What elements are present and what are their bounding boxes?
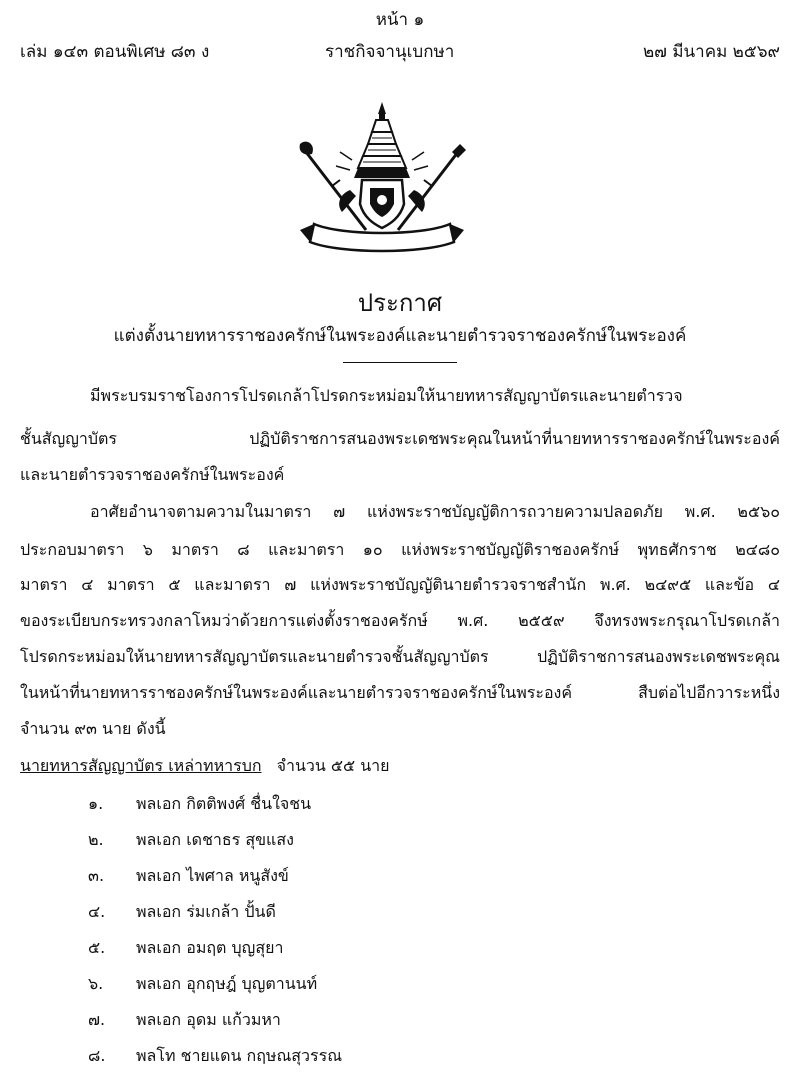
list-item xyxy=(88,1044,342,1069)
list-item-number: ๒. xyxy=(88,830,104,849)
list-item-name: พลเอก อุกฤษฎ์ บุญตานนท์ xyxy=(136,974,318,993)
paragraph-1-line-2: ชั้นสัญญาบัตร ปฏิบัติราชการสนองพระเดชพระคุณในหน้าที่นายทหารราชองครักษ์ในพระองค์ xyxy=(20,429,780,448)
list-item xyxy=(88,864,289,889)
paragraph-2-line-7: จำนวน ๙๓ นาย ดังนี้ xyxy=(20,719,166,738)
paragraph-1-line-1: มีพระบรมราชโองการโปรดเกล้าโปรดกระหม่อมให้นายทหารสัญญาบัตรและนายตำรวจ xyxy=(90,386,683,405)
paragraph-2-line-1: อาศัยอำนาจตามความในมาตรา ๗ แห่งพระราชบัญญัติการถวายความปลอดภัย พ.ศ. ๒๕๖๐ xyxy=(90,502,780,521)
list-item xyxy=(88,936,283,961)
list-item-number: ๔. xyxy=(88,902,106,921)
paragraph-2-line-3: มาตรา ๔ มาตรา ๕ และมาตรา ๗ แห่งพระราชบัญญัตินายตำรวจราชสำนัก พ.ศ. ๒๔๙๕ และข้อ ๔ xyxy=(20,575,780,594)
paragraph-2-line-4: ของระเบียบกระทรวงกลาโหมว่าด้วยการแต่งตั้งราชองครักษ์ พ.ศ. ๒๕๕๙ จึงทรงพระกรุณาโปรดเกล้า xyxy=(20,611,780,630)
list-item-name: พลเอก ไพศาล หนูสังข์ xyxy=(136,866,289,885)
volume-issue: เล่ม ๑๔๓ ตอนพิเศษ ๘๓ ง xyxy=(20,42,210,62)
paragraph-2-line-2: ประกอบมาตรา ๖ มาตรา ๘ และมาตรา ๑๐ แห่งพระราชบัญญัติราชองครักษ์ พุทธศักราช ๒๔๘๐ xyxy=(20,540,780,559)
list-item-number: ๘. xyxy=(88,1046,106,1065)
publication-date: ๒๗ มีนาคม ๒๕๖๙ xyxy=(642,42,780,62)
list-item-number: ๑. xyxy=(88,794,104,813)
paragraph-1-line-3: และนายตำรวจราชองครักษ์ในพระองค์ xyxy=(20,465,285,484)
list-item-name: พลเอก ร่มเกล้า ปั้นดี xyxy=(136,902,276,921)
list-item xyxy=(88,972,317,997)
list-item-name: พลโท ชายแดน กฤษณสุวรรณ xyxy=(136,1046,343,1065)
list-item-number: ๗. xyxy=(88,1010,106,1029)
document-subtitle: แต่งตั้งนายทหารราชองครักษ์ในพระองค์และนายตำรวจราชองครักษ์ในพระองค์ xyxy=(113,326,687,346)
paragraph-2-line-6: ในหน้าที่นายทหารราชองครักษ์ในพระองค์และนายตำรวจราชองครักษ์ในพระองค์ สืบต่อไปอีกวาระหนึ่ง xyxy=(20,683,780,702)
document-title: ประกาศ xyxy=(357,289,443,317)
section-count: จำนวน ๕๕ นาย xyxy=(276,756,390,775)
list-item-name: พลเอก อุดม แก้วมหา xyxy=(136,1010,281,1029)
list-item xyxy=(88,900,276,925)
list-item xyxy=(88,828,294,853)
list-item-name: พลเอก เดชาธร สุขแสง xyxy=(136,830,294,849)
paragraph-2-line-5: โปรดกระหม่อมให้นายทหารสัญญาบัตรและนายตำรวจชั้นสัญญาบัตร ปฏิบัติราชการสนองพระเดชพระคุณ xyxy=(20,647,780,666)
section-title: นายทหารสัญญาบัตร เหล่าทหารบก xyxy=(20,756,262,775)
page-number: หน้า ๑ xyxy=(375,10,425,30)
gazette-header xyxy=(20,38,780,66)
title-divider xyxy=(343,362,457,363)
list-item-number: ๖. xyxy=(88,974,104,993)
publication-name: ราชกิจจานุเบกษา xyxy=(325,42,455,62)
list-item xyxy=(88,792,311,817)
list-item xyxy=(88,1008,281,1033)
royal-cypher-emblem-icon xyxy=(292,100,472,260)
list-item-number: ๓. xyxy=(88,866,105,885)
list-item-name: พลเอก อมฤต บุญสุยา xyxy=(136,938,284,957)
list-item-name: พลเอก กิตติพงศ์ ชื่นใจชน xyxy=(136,794,312,813)
section-heading xyxy=(20,754,390,779)
list-item-number: ๕. xyxy=(88,938,106,957)
